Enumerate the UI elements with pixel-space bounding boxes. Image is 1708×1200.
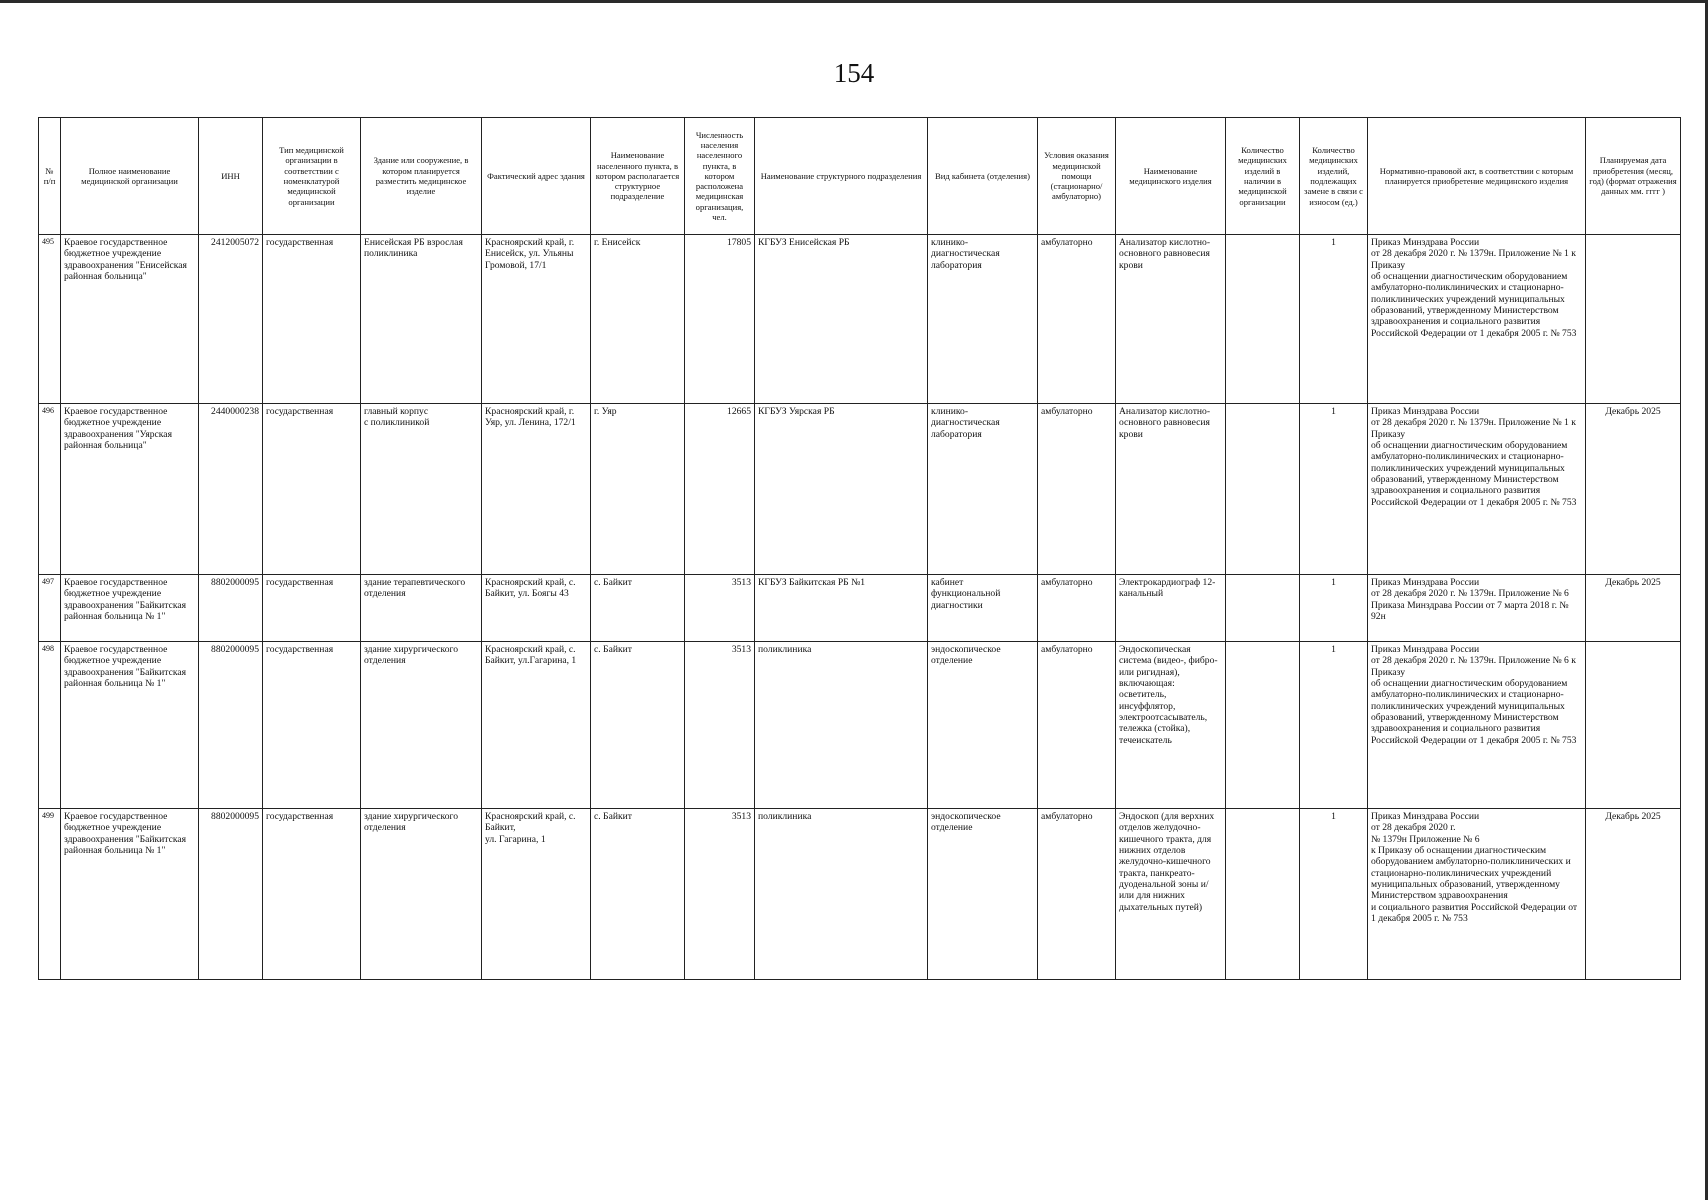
cell-replace: 1 <box>1300 575 1368 642</box>
header-legal-act: Нормативно-правовой акт, в соответствии с которым планируется приобретение медицинского изделия <box>1368 118 1586 235</box>
cell-building: Енисейская РБ взрослая поликлиника <box>361 235 482 404</box>
table-row <box>39 809 1681 980</box>
header-unit: Наименование структурного подразделения <box>755 118 928 235</box>
cell-inn: 8802000095 <box>199 809 263 980</box>
cell-org-type: государственная <box>263 575 361 642</box>
cell-planned-date: Декабрь 2025 <box>1586 404 1681 575</box>
cell-address: Красноярский край, с. Байкит, ул.Гагарина, 1 <box>482 642 591 809</box>
cell-available <box>1226 575 1300 642</box>
cell-cabinet: эндоскопическое отделение <box>928 809 1038 980</box>
cell-population: 12665 <box>685 404 755 575</box>
cell-org-name: Краевое государственное бюджетное учреждение здравоохранения "Байкитская районная больница № 1" <box>61 642 199 809</box>
table-row <box>39 575 1681 642</box>
scan-edge-top <box>0 0 1708 3</box>
cell-legal-act: Приказ Минздрава России от 28 декабря 2020 г. № 1379н. Приложение № 6 к Приказу об оснащении диагностическим оборудованием амбулаторно-поликлинических и стационарно-поликлинических учреждений муниципальных образований, утвержденному Министерством здравоохранения и социального развития Российской Федерации от 1 декабря 2005 г. № 753 <box>1368 642 1586 809</box>
cell-org-name: Краевое государственное бюджетное учреждение здравоохранения "Байкитская районная больница № 1" <box>61 575 199 642</box>
cell-address: Красноярский край, с. Байкит, ул. Боягы 43 <box>482 575 591 642</box>
cell-device: Анализатор кислотно-основного равновесия крови <box>1116 404 1226 575</box>
header-building: Здание или сооружение, в котором планируется разместить медицинское изделие <box>361 118 482 235</box>
cell-unit: КГБУЗ Уярская РБ <box>755 404 928 575</box>
cell-address: Красноярский край, г. Уяр, ул. Ленина, 172/1 <box>482 404 591 575</box>
page-number: 154 <box>833 58 875 88</box>
cell-available <box>1226 809 1300 980</box>
cell-no: 499 <box>39 809 61 980</box>
cell-conditions: амбулаторно <box>1038 642 1116 809</box>
cell-population: 3513 <box>685 809 755 980</box>
header-replace: Количество медицинских изделий, подлежащих замене в связи с износом (ед.) <box>1300 118 1368 235</box>
table-header-row <box>39 118 1681 235</box>
cell-population: 3513 <box>685 575 755 642</box>
cell-inn: 2412005072 <box>199 235 263 404</box>
header-conditions: Условия оказания медицинской помощи (стационарно/ амбулаторно) <box>1038 118 1116 235</box>
cell-device: Электрокардиограф 12-канальный <box>1116 575 1226 642</box>
cell-population: 17805 <box>685 235 755 404</box>
cell-no: 497 <box>39 575 61 642</box>
header-no: № п/п <box>39 118 61 235</box>
cell-planned-date: Декабрь 2025 <box>1586 809 1681 980</box>
cell-address: Красноярский край, г. Енисейск, ул. Ульяны Громовой, 17/1 <box>482 235 591 404</box>
cell-building: здание терапевтического отделения <box>361 575 482 642</box>
cell-no: 496 <box>39 404 61 575</box>
cell-org-type: государственная <box>263 404 361 575</box>
cell-conditions: амбулаторно <box>1038 575 1116 642</box>
cell-no: 495 <box>39 235 61 404</box>
cell-org-type: государственная <box>263 235 361 404</box>
cell-inn: 8802000095 <box>199 642 263 809</box>
cell-replace: 1 <box>1300 809 1368 980</box>
cell-cabinet: клинико-диагностическая лаборатория <box>928 404 1038 575</box>
cell-settlement: г. Енисейск <box>591 235 685 404</box>
table-row <box>39 404 1681 575</box>
cell-unit: КГБУЗ Енисейская РБ <box>755 235 928 404</box>
cell-settlement: с. Байкит <box>591 575 685 642</box>
header-planned-date: Планируемая дата приобретения (месяц, год) (формат отражения данных мм. гггг ) <box>1586 118 1681 235</box>
cell-planned-date: Декабрь 2025 <box>1586 575 1681 642</box>
cell-settlement: с. Байкит <box>591 809 685 980</box>
equipment-register-table <box>38 117 1681 980</box>
cell-legal-act: Приказ Минздрава России от 28 декабря 2020 г. № 1379н. Приложение № 6 Приказа Минздрава России от 7 марта 2018 г. № 92н <box>1368 575 1586 642</box>
cell-legal-act: Приказ Минздрава России от 28 декабря 2020 г. № 1379н. Приложение № 1 к Приказу об оснащении диагностическим оборудованием амбулаторно-поликлинических и стационарно-поликлинических учреждений муниципальных образований, утвержденному Министерством здравоохранения и социального развития Российской Федерации от 1 декабря 2005 г. № 753 <box>1368 235 1586 404</box>
cell-planned-date <box>1586 642 1681 809</box>
cell-conditions: амбулаторно <box>1038 235 1116 404</box>
cell-settlement: с. Байкит <box>591 642 685 809</box>
cell-cabinet: кабинет функциональной диагностики <box>928 575 1038 642</box>
header-org-name: Полное наименование медицинской организации <box>61 118 199 235</box>
cell-conditions: амбулаторно <box>1038 404 1116 575</box>
cell-cabinet: эндоскопическое отделение <box>928 642 1038 809</box>
cell-settlement: г. Уяр <box>591 404 685 575</box>
cell-unit: КГБУЗ Байкитская РБ №1 <box>755 575 928 642</box>
table-row <box>39 642 1681 809</box>
header-settlement: Наименование населенного пункта, в котором располагается структурное подразделение <box>591 118 685 235</box>
cell-building: главный корпус с поликлиникой <box>361 404 482 575</box>
cell-address: Красноярский край, с. Байкит, ул. Гагарина, 1 <box>482 809 591 980</box>
header-address: Фактический адрес здания <box>482 118 591 235</box>
cell-building: здание хирургического отделения <box>361 809 482 980</box>
cell-org-name: Краевое государственное бюджетное учреждение здравоохранения "Уярская районная больница" <box>61 404 199 575</box>
header-org-type: Тип медицинской организации в соответствии с номенклатурой медицинской организации <box>263 118 361 235</box>
cell-building: здание хирургического отделения <box>361 642 482 809</box>
cell-unit: поликлиника <box>755 809 928 980</box>
header-available: Количество медицинских изделий в наличии в медицинской организации <box>1226 118 1300 235</box>
cell-planned-date <box>1586 235 1681 404</box>
cell-replace: 1 <box>1300 404 1368 575</box>
cell-available <box>1226 404 1300 575</box>
cell-legal-act: Приказ Минздрава России от 28 декабря 2020 г. № 1379н. Приложение № 1 к Приказу об оснащении диагностическим оборудованием амбулаторно-поликлинических и стационарно-поликлинических учреждений муниципальных образований, утвержденному Министерством здравоохранения и социального развития Российской Федерации от 1 декабря 2005 г. № 753 <box>1368 404 1586 575</box>
cell-org-type: государственная <box>263 809 361 980</box>
header-inn: ИНН <box>199 118 263 235</box>
header-population: Численность населения населенного пункта, в котором расположена медицинская организация, чел. <box>685 118 755 235</box>
cell-population: 3513 <box>685 642 755 809</box>
cell-device: Эндоскоп (для верхних отделов желудочно-кишечного тракта, для нижних отделов желудочно-кишечного тракта, панкреато-дуоденальной зоны и/или для нижних дыхательных путей) <box>1116 809 1226 980</box>
header-cabinet: Вид кабинета (отделения) <box>928 118 1038 235</box>
cell-legal-act: Приказ Минздрава России от 28 декабря 2020 г. № 1379н Приложение № 6 к Приказу об оснащении диагностическим оборудованием амбулаторно-поликлинических и стационарно-поликлинических учреждений муниципальных образований, утвержденному Министерством здравоохранения и социального развития Российской Федерации от 1 декабря 2005 г. № 753 <box>1368 809 1586 980</box>
cell-conditions: амбулаторно <box>1038 809 1116 980</box>
header-device: Наименование медицинского изделия <box>1116 118 1226 235</box>
cell-available <box>1226 642 1300 809</box>
cell-inn: 2440000238 <box>199 404 263 575</box>
cell-inn: 8802000095 <box>199 575 263 642</box>
cell-device: Анализатор кислотно-основного равновесия крови <box>1116 235 1226 404</box>
cell-org-name: Краевое государственное бюджетное учреждение здравоохранения "Байкитская районная больница № 1" <box>61 809 199 980</box>
cell-available <box>1226 235 1300 404</box>
cell-no: 498 <box>39 642 61 809</box>
cell-org-type: государственная <box>263 642 361 809</box>
cell-unit: поликлиника <box>755 642 928 809</box>
cell-org-name: Краевое государственное бюджетное учреждение здравоохранения "Енисейская районная больница" <box>61 235 199 404</box>
cell-cabinet: клинико-диагностическая лаборатория <box>928 235 1038 404</box>
cell-replace: 1 <box>1300 235 1368 404</box>
cell-replace: 1 <box>1300 642 1368 809</box>
table-row <box>39 235 1681 404</box>
cell-device: Эндоскопическая система (видео-, фибро- или ригидная), включающая: осветитель, инсуффлятор, электроотсасыватель, тележка (стойка), течеискатель <box>1116 642 1226 809</box>
